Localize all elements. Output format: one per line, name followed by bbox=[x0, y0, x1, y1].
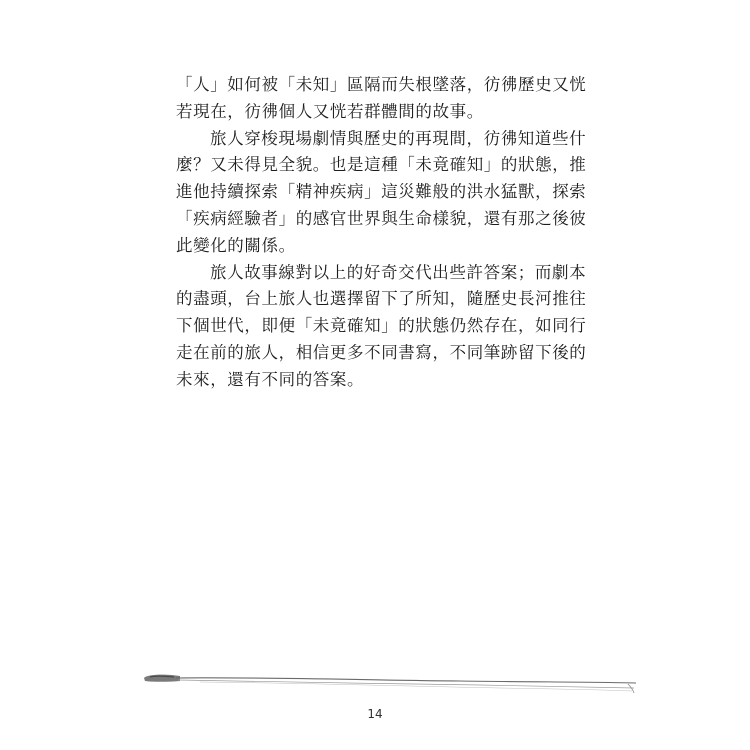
text-line: 旅人故事線對以上的好奇交代出些許答案；而劇本 bbox=[210, 262, 587, 282]
page-number: 14 bbox=[367, 707, 383, 721]
paragraph-3 bbox=[176, 260, 587, 394]
text-line: 的盡頭，台上旅人也選擇留下了所知，隨歷史長河推往 bbox=[176, 289, 587, 309]
paragraph-2 bbox=[176, 126, 587, 260]
paragraph-1 bbox=[176, 72, 587, 126]
body-text bbox=[176, 72, 587, 394]
text-line: 「人」如何被「未知」區隔而失根墜落，彷彿歷史又恍 bbox=[176, 75, 587, 94]
text-line: 若現在，彷彿個人又恍若群體間的故事。 bbox=[176, 101, 484, 121]
text-line: 旅人穿梭現場劇情與歷史的再現間，彷彿知道些什 bbox=[210, 128, 587, 148]
text-line: 未來，還有不同的答案。 bbox=[176, 369, 365, 389]
text-line: 此變化的關係。 bbox=[176, 235, 296, 255]
text-line: 進他持續探索「精神疾病」這災難般的洪水猛獸，探索 bbox=[176, 182, 587, 202]
brush-stroke-divider bbox=[140, 668, 640, 696]
text-line: 「疾病經驗者」的感官世界與生命樣貌，還有那之後彼 bbox=[176, 208, 587, 228]
text-line: 麼？又未得見全貌。也是這種「未竟確知」的狀態，推 bbox=[176, 155, 587, 175]
text-line: 下個世代，即便「未竟確知」的狀態仍然存在，如同行 bbox=[176, 316, 587, 336]
text-line: 走在前的旅人，相信更多不同書寫，不同筆跡留下後的 bbox=[176, 342, 587, 362]
